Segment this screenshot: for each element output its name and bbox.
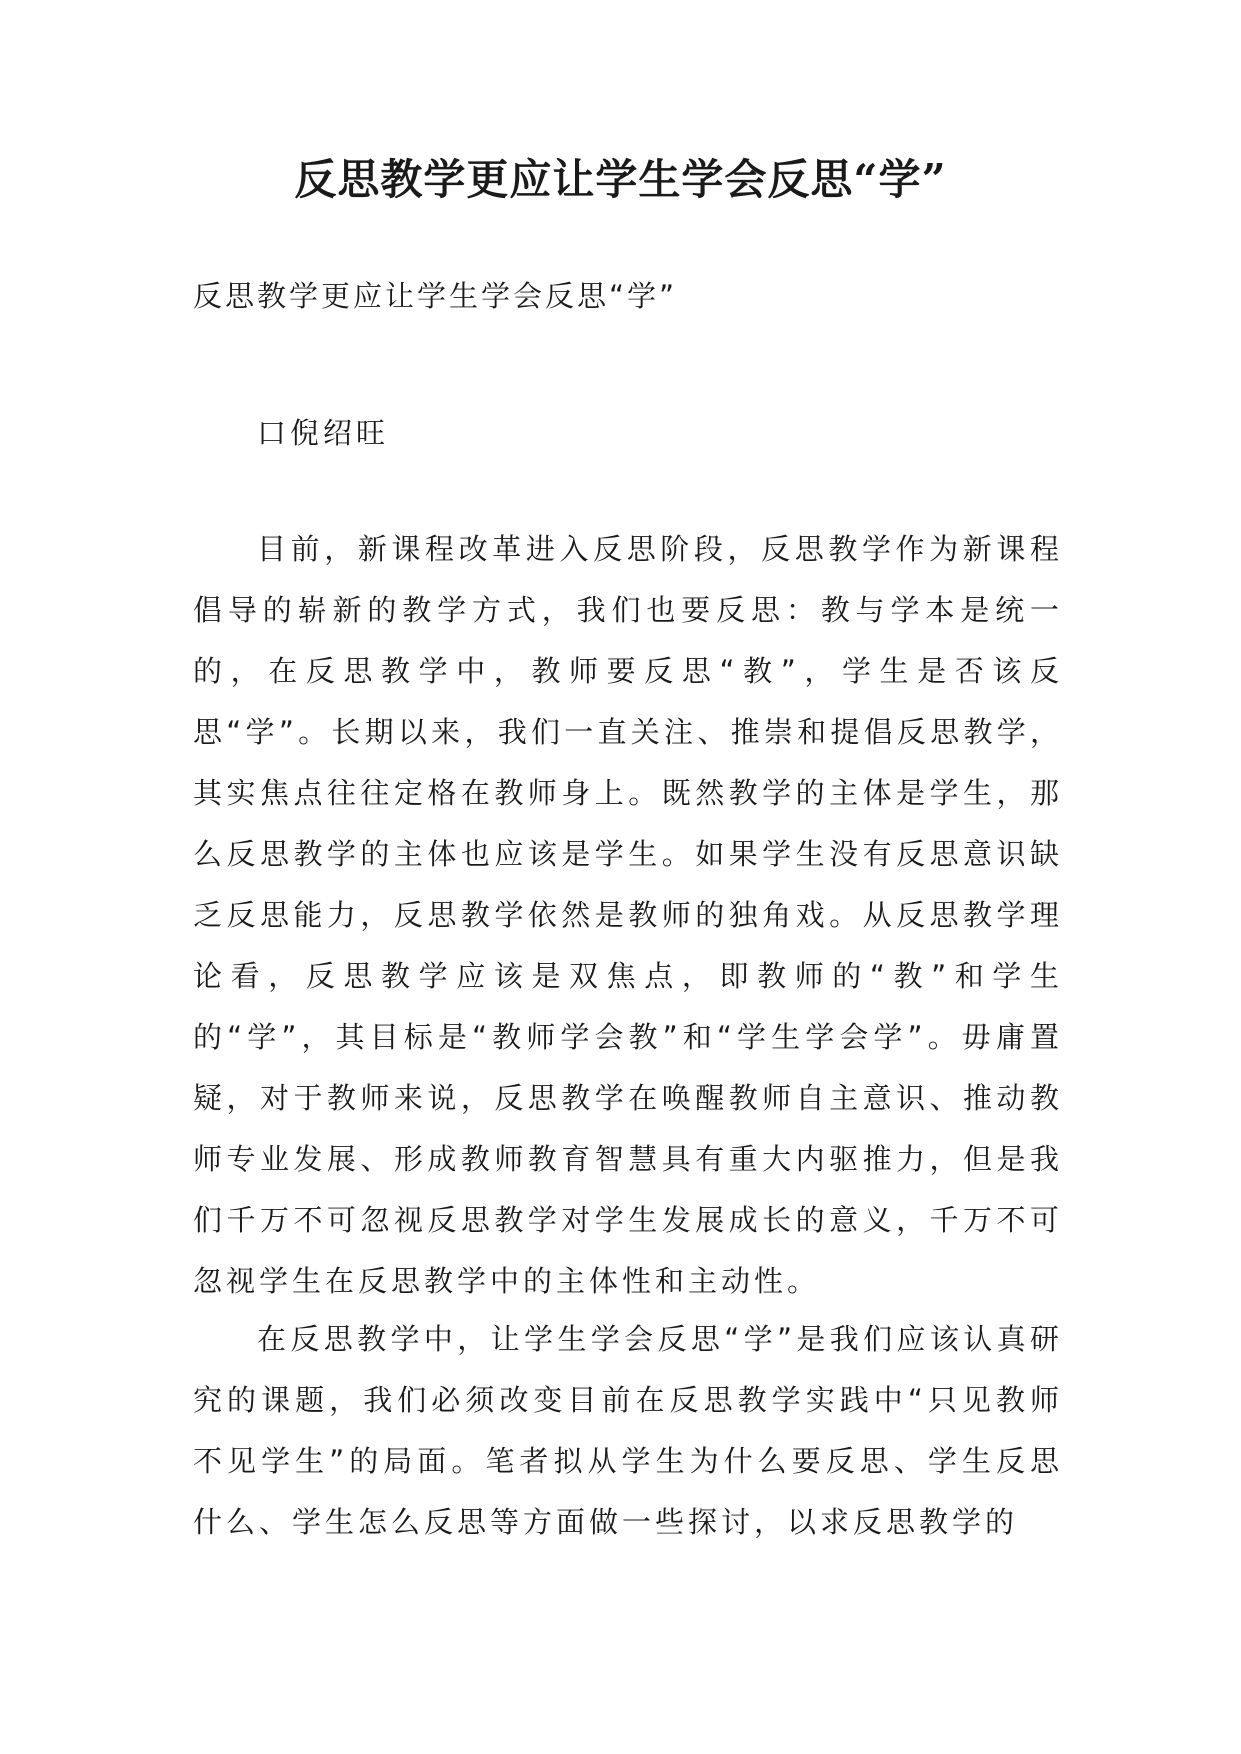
- paragraph-2: 在反思教学中，让学生学会反思“学”是我们应该认真研究的课题，我们必须改变目前在反思教学实践中“只见教师不见学生”的局面。笔者拟从学生为什么要反思、学生反思什么、学生怎么反思等方面做一些探讨，以求反思教学的: [193, 1322, 1063, 1539]
- document-title: 反思教学更应让学生学会反思“学”: [294, 155, 947, 204]
- document-subtitle: 反思教学更应让学生学会反思“学”: [193, 279, 678, 313]
- author-line: 口倪绍旺: [257, 416, 390, 450]
- paragraph-1: 目前，新课程改革进入反思阶段，反思教学作为新课程倡导的崭新的教学方式，我们也要反思：教与学本是统一的，在反思教学中，教师要反思“教”，学生是否该反思“学”。长期以来，我们一直关注、推崇和提倡反思教学，其实焦点往往定格在教师身上。既然教学的主体是学生，那么反思教学的主体也应该是学生。如果学生没有反思意识缺乏反思能力，反思教学依然是教师的独角戏。从反思教学理论看，反思教学应该是双焦点，即教师的“教”和学生的“学”，其目标是“教师学会教”和“学生学会学”。毋庸置疑，对于教师来说，反思教学在唤醒教师自主意识、推动教师专业发展、形成教师教育智慧具有重大内驱推力，但是我们千万不可忽视反思教学对学生发展成长的意义，千万不可忽视学生在反思教学中的主体性和主动性。: [193, 532, 1063, 1298]
